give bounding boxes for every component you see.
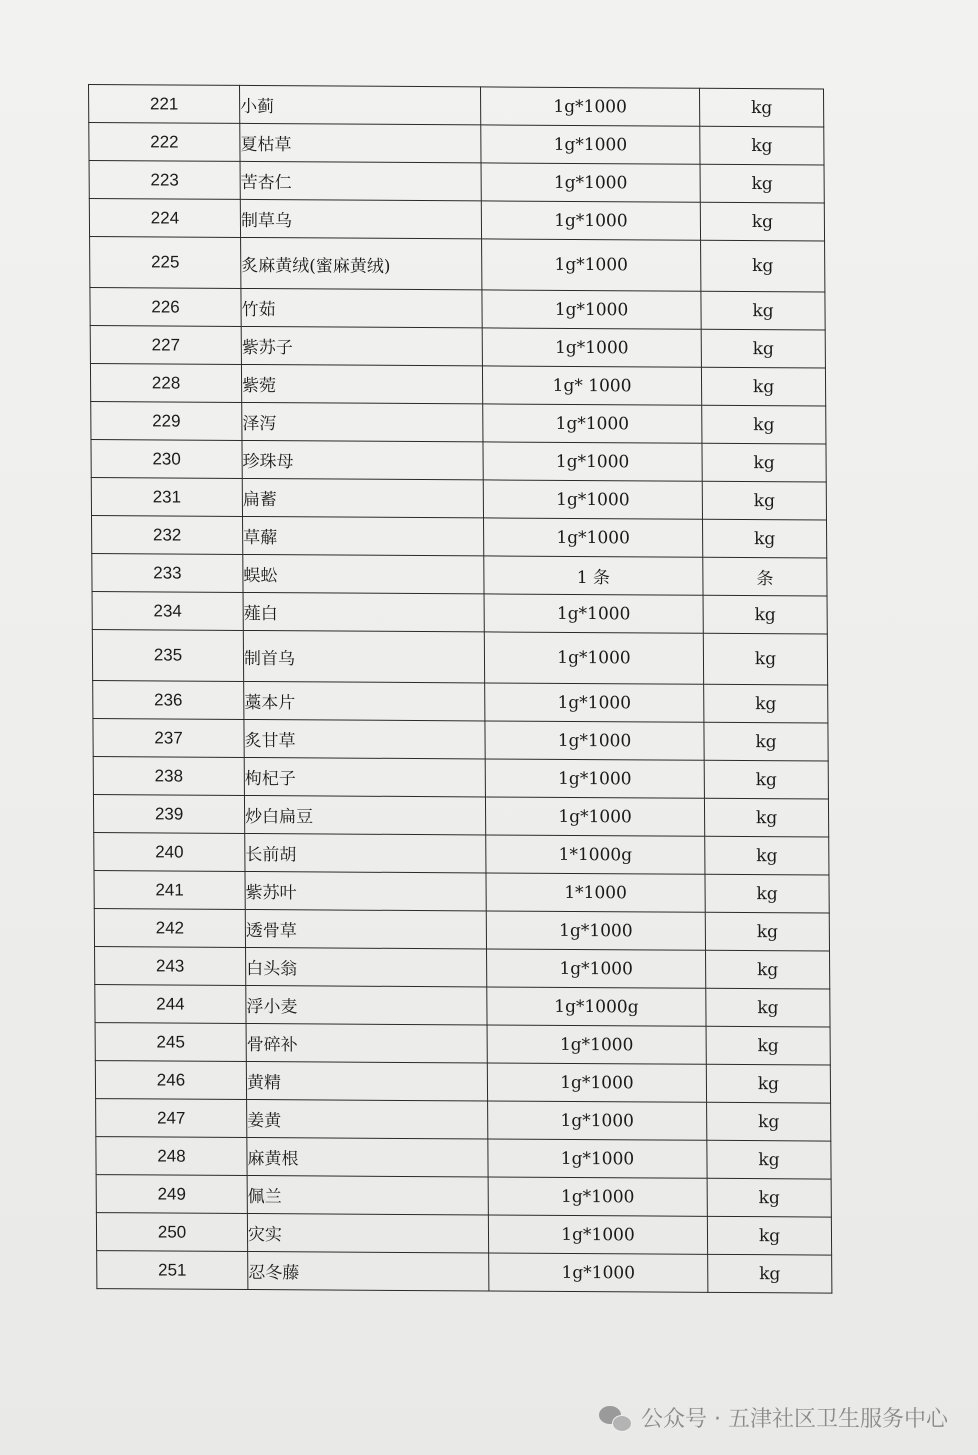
- unit-cell: kg: [702, 405, 826, 444]
- unit-cell: kg: [704, 722, 828, 761]
- row-number-cell: 241: [94, 871, 245, 910]
- specification-cell: 1g*1000: [488, 1215, 707, 1254]
- specification-cell: 1g*1000: [481, 125, 700, 164]
- medicine-name-cell: 佩兰: [247, 1175, 488, 1214]
- row-number-cell: 239: [93, 795, 244, 834]
- row-number-cell: 244: [95, 985, 246, 1024]
- medicine-name-cell: 草薢: [243, 516, 484, 555]
- unit-cell: kg: [707, 1178, 831, 1217]
- table-row: [91, 402, 826, 444]
- unit-cell: kg: [705, 874, 829, 913]
- specification-cell: 1g*1000: [487, 1025, 706, 1064]
- table-row: [94, 909, 829, 951]
- medicine-name-cell: 黄精: [246, 1061, 487, 1100]
- unit-cell: kg: [705, 836, 829, 875]
- table-row: [92, 592, 827, 634]
- unit-cell: kg: [705, 912, 829, 951]
- medicine-name-cell: 扁蓄: [242, 478, 483, 517]
- specification-cell: 1 条: [484, 556, 703, 595]
- medicine-name-cell: 泽泻: [242, 402, 483, 441]
- unit-cell: kg: [704, 798, 828, 837]
- unit-cell: kg: [700, 126, 824, 165]
- medicine-table: [88, 84, 832, 1294]
- wechat-icon: [599, 1404, 633, 1432]
- table-row: [90, 326, 825, 368]
- specification-cell: 1g*1000: [481, 201, 700, 240]
- table-row: [89, 85, 824, 127]
- row-number-cell: 247: [96, 1099, 247, 1138]
- unit-cell: kg: [702, 519, 826, 558]
- row-number-cell: 250: [96, 1213, 247, 1252]
- specification-cell: 1g*1000: [482, 239, 701, 291]
- row-number-cell: 222: [89, 123, 240, 162]
- specification-cell: 1g*1000: [483, 404, 702, 443]
- row-number-cell: 225: [90, 237, 241, 289]
- row-number-cell: 231: [91, 478, 242, 517]
- specification-cell: 1*1000g: [486, 835, 705, 874]
- unit-cell: kg: [708, 1254, 832, 1293]
- row-number-cell: 242: [94, 909, 245, 948]
- row-number-cell: 224: [89, 199, 240, 238]
- specification-cell: 1g*1000: [485, 721, 704, 760]
- specification-cell: 1g*1000: [481, 163, 700, 202]
- medicine-name-cell: 珍珠母: [242, 440, 483, 479]
- table-row: [93, 795, 828, 837]
- table-row: [91, 478, 826, 520]
- specification-cell: 1g*1000: [488, 1139, 707, 1178]
- table-row: [95, 947, 830, 989]
- specification-cell: 1g*1000: [483, 442, 702, 481]
- table-row: [90, 237, 825, 292]
- unit-cell: kg: [701, 367, 825, 406]
- specification-cell: 1g*1000: [489, 1253, 708, 1292]
- row-number-cell: 245: [95, 1023, 246, 1062]
- unit-cell: kg: [699, 88, 823, 127]
- unit-cell: kg: [706, 988, 830, 1027]
- table-row: [96, 1213, 831, 1255]
- specification-cell: 1g*1000: [485, 683, 704, 722]
- row-number-cell: 229: [91, 402, 242, 441]
- table-row: [91, 440, 826, 482]
- row-number-cell: 232: [92, 516, 243, 555]
- specification-cell: 1g*1000: [485, 759, 704, 798]
- unit-cell: kg: [702, 481, 826, 520]
- row-number-cell: 233: [92, 554, 243, 593]
- table-row: [89, 199, 824, 241]
- watermark-footer: [599, 1402, 948, 1433]
- medicine-name-cell: 紫苏叶: [245, 871, 486, 910]
- table-row: [95, 985, 830, 1027]
- unit-cell: kg: [701, 291, 825, 330]
- medicine-name-cell: 白头翁: [246, 947, 487, 986]
- unit-cell: kg: [700, 164, 824, 203]
- specification-cell: 1g*1000: [488, 1101, 707, 1140]
- medicine-name-cell: 薤白: [243, 592, 484, 631]
- row-number-cell: 223: [89, 161, 240, 200]
- medicine-name-cell: 竹茹: [241, 288, 482, 327]
- table-row: [94, 871, 829, 913]
- specification-cell: 1g*1000: [484, 594, 703, 633]
- unit-cell: kg: [707, 1216, 831, 1255]
- document-sheet: [88, 84, 833, 1337]
- specification-cell: 1g*1000: [483, 480, 702, 519]
- unit-cell: kg: [707, 1140, 831, 1179]
- specification-cell: 1g*1000g: [487, 987, 706, 1026]
- table-row: [90, 288, 825, 330]
- medicine-name-cell: 藁本片: [244, 681, 485, 720]
- row-number-cell: 230: [91, 440, 242, 479]
- footer-text: 公众号 · 五津社区卫生服务中心: [641, 1407, 948, 1432]
- medicine-name-cell: 炒白扁豆: [244, 795, 485, 834]
- unit-cell: kg: [702, 443, 826, 482]
- medicine-name-cell: 蜈蚣: [243, 554, 484, 593]
- row-number-cell: 251: [97, 1251, 248, 1290]
- specification-cell: 1g*1000: [487, 1063, 706, 1102]
- table-row: [93, 719, 828, 761]
- specification-cell: 1g*1000: [480, 87, 699, 126]
- specification-cell: 1g*1000: [486, 911, 705, 950]
- medicine-name-cell: 紫苏子: [241, 326, 482, 365]
- row-number-cell: 235: [92, 630, 243, 682]
- specification-cell: 1g*1000: [485, 797, 704, 836]
- unit-cell: kg: [706, 1064, 830, 1103]
- row-number-cell: 248: [96, 1137, 247, 1176]
- row-number-cell: 227: [90, 326, 241, 365]
- unit-cell: kg: [707, 1102, 831, 1141]
- row-number-cell: 226: [90, 288, 241, 327]
- specification-cell: 1*1000: [486, 873, 705, 912]
- row-number-cell: 234: [92, 592, 243, 631]
- medicine-name-cell: 苦杏仁: [240, 161, 481, 200]
- row-number-cell: 228: [90, 364, 241, 403]
- medicine-table-body: [89, 85, 832, 1294]
- unit-cell: kg: [700, 202, 824, 241]
- table-row: [97, 1251, 832, 1293]
- table-row: [96, 1137, 831, 1179]
- table-row: [92, 516, 827, 558]
- table-row: [89, 123, 824, 165]
- table-row: [89, 161, 824, 203]
- table-row: [92, 554, 827, 596]
- row-number-cell: 240: [94, 833, 245, 872]
- unit-cell: 条: [703, 557, 827, 596]
- medicine-name-cell: 姜黄: [247, 1099, 488, 1138]
- specification-cell: 1g*1000: [484, 518, 703, 557]
- row-number-cell: 236: [93, 681, 244, 720]
- medicine-name-cell: 制草乌: [240, 199, 481, 238]
- specification-cell: 1g* 1000: [482, 366, 701, 405]
- unit-cell: kg: [706, 950, 830, 989]
- specification-cell: 1g*1000: [482, 328, 701, 367]
- row-number-cell: 243: [95, 947, 246, 986]
- specification-cell: 1g*1000: [487, 949, 706, 988]
- specification-cell: 1g*1000: [484, 632, 703, 684]
- row-number-cell: 237: [93, 719, 244, 758]
- row-number-cell: 221: [89, 85, 240, 124]
- medicine-name-cell: 炙甘草: [244, 719, 485, 758]
- medicine-name-cell: 灾实: [247, 1214, 488, 1253]
- medicine-name-cell: 骨碎补: [246, 1023, 487, 1062]
- medicine-name-cell: 透骨草: [245, 909, 486, 948]
- unit-cell: kg: [701, 329, 825, 368]
- unit-cell: kg: [704, 684, 828, 723]
- unit-cell: kg: [704, 760, 828, 799]
- medicine-name-cell: 夏枯草: [240, 123, 481, 162]
- table-row: [95, 1023, 830, 1065]
- specification-cell: 1g*1000: [488, 1177, 707, 1216]
- table-row: [90, 364, 825, 406]
- medicine-name-cell: 紫菀: [241, 364, 482, 403]
- table-row: [93, 681, 828, 723]
- medicine-name-cell: 忍冬藤: [248, 1252, 489, 1291]
- table-row: [96, 1175, 831, 1217]
- table-row: [92, 630, 827, 685]
- unit-cell: kg: [706, 1026, 830, 1065]
- medicine-name-cell: 炙麻黄绒(蜜麻黄绒): [241, 237, 482, 289]
- row-number-cell: 246: [95, 1061, 246, 1100]
- unit-cell: kg: [703, 595, 827, 634]
- unit-cell: kg: [703, 633, 827, 685]
- medicine-name-cell: 小蓟: [239, 85, 480, 124]
- medicine-name-cell: 长前胡: [245, 833, 486, 872]
- medicine-name-cell: 浮小麦: [246, 985, 487, 1024]
- table-row: [94, 833, 829, 875]
- unit-cell: kg: [701, 240, 825, 292]
- medicine-name-cell: 麻黄根: [247, 1137, 488, 1176]
- table-row: [96, 1099, 831, 1141]
- row-number-cell: 238: [93, 757, 244, 796]
- row-number-cell: 249: [96, 1175, 247, 1214]
- table-row: [95, 1061, 830, 1103]
- medicine-name-cell: 枸杞子: [244, 757, 485, 796]
- table-row: [93, 757, 828, 799]
- medicine-name-cell: 制首乌: [243, 630, 484, 682]
- specification-cell: 1g*1000: [482, 290, 701, 329]
